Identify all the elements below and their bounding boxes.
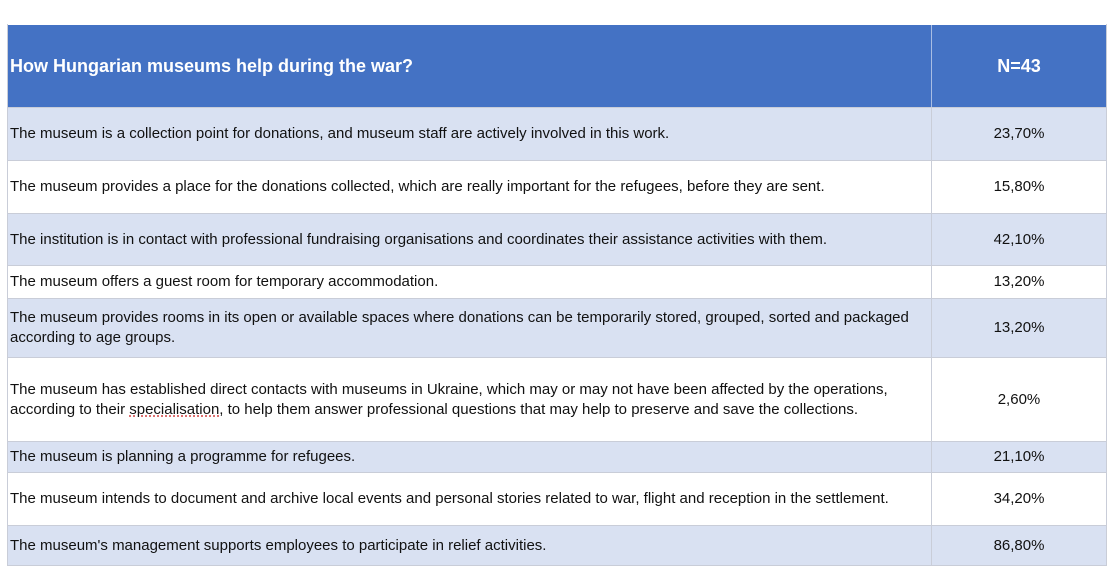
row-value: 86,80% — [993, 536, 1045, 554]
row-value: 2,60% — [997, 390, 1041, 408]
row-text: The institution is in contact with professional fundraising organisations and coordinates their assistance activities with them. — [8, 214, 932, 265]
row-text: The museum intends to document and archive local events and personal stories related to war, flight and reception in the settlement. — [8, 473, 932, 525]
row-text: The museum is planning a programme for refugees. — [8, 442, 932, 472]
row-text-part: , to help them answer professional questions that may help to preserve and save the collections. — [219, 400, 858, 418]
spellcheck-flagged-word: specialisation — [129, 400, 220, 418]
survey-table — [7, 24, 1107, 566]
header-question: How Hungarian museums help during the war? — [8, 25, 932, 107]
table-row — [8, 525, 1106, 565]
table-header — [8, 24, 1106, 107]
table-row — [8, 357, 1106, 441]
row-text: The museum offers a guest room for temporary accommodation. — [8, 266, 932, 298]
table-row — [8, 213, 1106, 265]
table-row — [8, 265, 1106, 298]
row-text-part: The museum has established direct contacts with museums in Ukraine, which may or may not have been affected by the operations, according to their — [10, 380, 888, 418]
row-value: 34,20% — [993, 490, 1045, 507]
row-text: The museum's management supports employees to participate in relief activities. — [8, 526, 932, 565]
row-value: 23,70% — [993, 125, 1045, 142]
row-text: The museum is a collection point for donations, and museum staff are actively involved in this work. — [8, 108, 932, 160]
row-value: 15,80% — [993, 178, 1045, 195]
table-row — [8, 107, 1106, 160]
row-text: The museum provides rooms in its open or available spaces where donations can be temporarily stored, grouped, sorted and packaged according to age groups. — [8, 299, 932, 357]
row-value: 42,10% — [993, 230, 1045, 248]
row-text — [8, 358, 932, 441]
row-value: 13,20% — [993, 319, 1045, 336]
header-count: N=43 — [997, 56, 1041, 76]
table-row — [8, 441, 1106, 472]
row-value: 13,20% — [993, 273, 1045, 290]
row-value: 21,10% — [993, 448, 1045, 465]
table-row — [8, 472, 1106, 525]
table-row — [8, 298, 1106, 357]
table-row — [8, 160, 1106, 213]
row-text: The museum provides a place for the donations collected, which are really important for the refugees, before they are sent. — [8, 161, 932, 213]
